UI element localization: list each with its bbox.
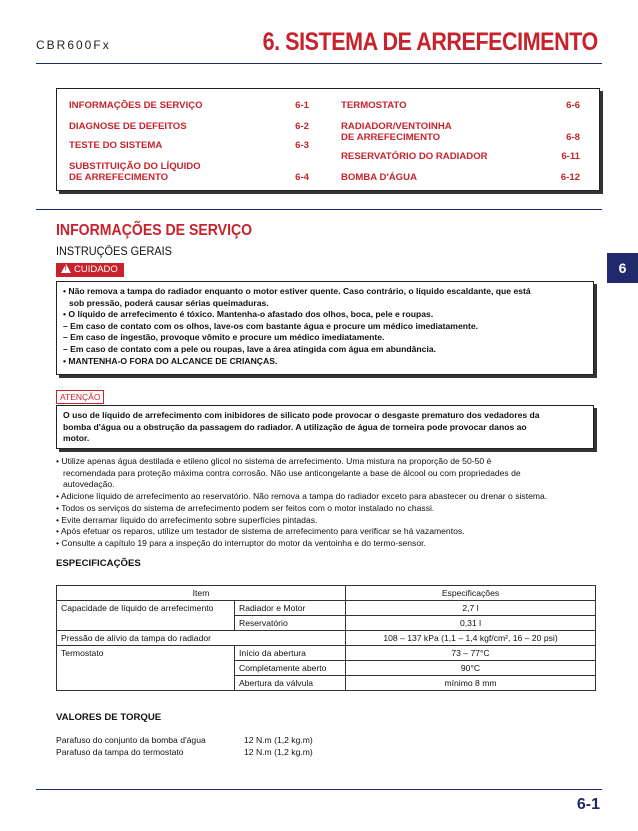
- table-cell: Radiador e Motor: [235, 601, 346, 616]
- table-row: [57, 601, 596, 616]
- caution-box: [56, 281, 594, 375]
- toc-item-page: 6-4: [295, 172, 309, 183]
- toc-item-label[interactable]: BOMBA D'ÁGUA: [341, 172, 418, 183]
- section-title: INFORMAÇÕES DE SERVIÇO: [56, 222, 253, 239]
- specs-heading: ESPECIFICAÇÕES: [56, 558, 141, 569]
- list-item: recomendada para proteção máxima contra corrosão. Não use anticongelante a base de álcool ou com propriedades de: [63, 467, 521, 478]
- table-cell: mínimo 8 mm: [346, 676, 596, 691]
- section-rule: [36, 209, 602, 210]
- table-header-spec: Especificações: [346, 586, 596, 601]
- toc-item-page: 6-8: [566, 132, 580, 143]
- page-number: 6-1: [576, 796, 600, 813]
- toc-item-label[interactable]: RESERVATÓRIO DO RADIADOR: [341, 151, 488, 162]
- toc-item-page: 6-6: [566, 100, 580, 111]
- table-cell: 2,7 l: [346, 601, 596, 616]
- table-header-item: Item: [57, 586, 346, 601]
- list-item: • Consulte a capítulo 19 para a inspeção do interruptor do motor da ventoinha e do termo-sensor.: [56, 537, 426, 548]
- caution-line: – Em caso de ingestão, provoque vômito e procure um médico imediatamente.: [63, 332, 385, 343]
- subheading: INSTRUÇÕES GERAIS: [56, 246, 172, 258]
- toc-item-label[interactable]: DE ARREFECIMENTO: [69, 172, 169, 183]
- list-item: autovedação.: [63, 479, 115, 490]
- toc-item-label[interactable]: INFORMAÇÕES DE SERVIÇO: [69, 100, 203, 111]
- attention-line: O uso de líquido de arrefecimento com inibidores de silicato pode provocar o desgaste prematuro dos vedadores da: [63, 410, 540, 420]
- table-cell: Abertura da válvula: [235, 676, 346, 691]
- toc-item-page: 6-1: [295, 100, 309, 111]
- torque-value: 12 N.m (1,2 kg.m): [244, 747, 313, 757]
- list-item: • Evite derramar líquido do arrefecimento sobre superfícies pintadas.: [56, 514, 318, 525]
- specs-table: [56, 585, 596, 691]
- toc-item-label[interactable]: TESTE DO SISTEMA: [69, 140, 163, 151]
- list-item: • Adicione líquido de arrefecimento ao reservatório. Não remova a tampa do radiador exceto para abastecer ou drenar o sistema.: [56, 491, 548, 502]
- model-code: CBR600Fx: [36, 38, 111, 52]
- table-row: [57, 586, 596, 601]
- caution-line: – Em caso de contato com os olhos, lave-os com bastante água e procure um médico imediatamente.: [63, 320, 479, 331]
- caution-line: • O líquido de arrefecimento é tóxico. Mantenha-o afastado dos olhos, boca, pele e roupas.: [63, 309, 434, 320]
- chapter-title: 6. SISTEMA DE ARREFECIMENTO: [262, 28, 598, 56]
- table-cell: 73 – 77°C: [346, 646, 596, 661]
- table-cell: Capacidade de líquido de arrefecimento: [57, 601, 235, 631]
- chapter-tab[interactable]: 6: [607, 253, 638, 283]
- warning-icon: [61, 264, 71, 273]
- attention-line: motor.: [63, 433, 90, 444]
- torque-label: Parafuso do conjunto da bomba d'água: [56, 735, 206, 745]
- toc-item-label[interactable]: TERMOSTATO: [341, 100, 407, 111]
- caution-line: – Em caso de contato com a pele ou roupas, lave a área atingida com água em abundância.: [63, 343, 436, 354]
- table-cell: Completamente aberto: [235, 661, 346, 676]
- table-cell: Termostato: [57, 646, 235, 691]
- caution-line: sob pressão, poderá causar sérias queimaduras.: [69, 297, 269, 308]
- table-cell: Início da abertura: [235, 646, 346, 661]
- toc-item-page: 6-12: [560, 172, 580, 183]
- table-cell: Reservatório: [235, 616, 346, 631]
- toc-item-label[interactable]: SUBSTITUIÇÃO DO LÍQUIDO: [69, 161, 201, 172]
- toc-item-page: 6-3: [295, 140, 309, 151]
- torque-value: 12 N.m (1,2 kg.m): [244, 735, 313, 745]
- table-row: [57, 646, 596, 661]
- torque-heading: VALORES DE TORQUE: [56, 712, 162, 723]
- table-cell: Pressão de alívio da tampa do radiador: [57, 631, 346, 646]
- toc-item-label[interactable]: RADIADOR/VENTOINHA: [341, 121, 452, 132]
- attention-box: [56, 405, 594, 449]
- toc-item-page: 6-11: [561, 151, 580, 162]
- caution-line: • Não remova a tampa do radiador enquanto o motor estiver quente. Caso contrário, o líquido escaldante, que está: [63, 286, 531, 296]
- toc-item-label[interactable]: DE ARREFECIMENTO: [341, 132, 441, 143]
- footer-rule: [36, 789, 602, 790]
- list-item: • Todos os serviços do sistema de arrefecimento podem ser feitos com o motor instalado no chassi.: [56, 502, 435, 513]
- instruction-list: [56, 456, 606, 550]
- table-cell: 108 – 137 kPa (1,1 – 1,4 kgf/cm², 16 – 20 psi): [346, 631, 596, 646]
- list-item: • Utilize apenas água destilada e etileno glicol no sistema de arrefecimento. Uma mistura na proporção de 50-50 é: [56, 456, 492, 466]
- caution-line: • MANTENHA-O FORA DO ALCANCE DE CRIANÇAS.: [63, 355, 278, 366]
- attention-badge: ATENÇÃO: [56, 390, 104, 404]
- table-cell: 90°C: [346, 661, 596, 676]
- toc-item-label[interactable]: DIAGNOSE DE DEFEITOS: [69, 121, 187, 132]
- caution-label: CUIDADO: [74, 264, 118, 275]
- table-row: [57, 631, 596, 646]
- header-rule: [36, 63, 602, 64]
- list-item: • Após efetuar os reparos, utilize um testador de sistema de arrefecimento para verificar se há vazamentos.: [56, 526, 465, 537]
- attention-line: bomba d'água ou a obstrução da passagem do radiador. A utilização de água de torneira pode provocar danos ao: [63, 421, 527, 432]
- torque-label: Parafuso da tampa do termostato: [56, 747, 184, 757]
- table-cell: 0,31 l: [346, 616, 596, 631]
- toc-item-page: 6-2: [295, 121, 309, 132]
- table-of-contents: [56, 88, 600, 191]
- caution-badge: [56, 263, 124, 277]
